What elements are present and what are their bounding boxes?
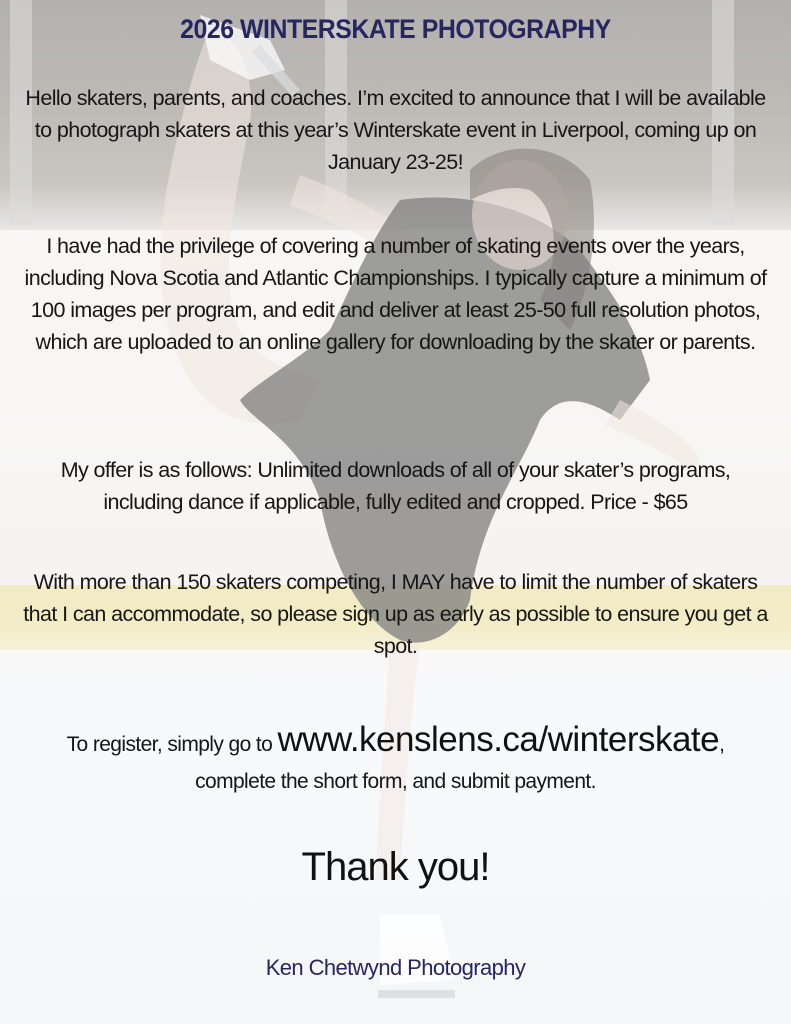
- flyer-title: 2026 WINTERSKATE PHOTOGRAPHY: [180, 14, 611, 44]
- register-suffix: ,: [719, 733, 725, 756]
- register-instructions: complete the short form, and submit payment.: [195, 770, 596, 793]
- register-url-link[interactable]: www.kenslens.ca/winterskate: [277, 720, 720, 759]
- intro-paragraph: Hello skaters, parents, and coaches. I’m excited to announce that I will be available to photograph skaters at this year’s Winterskate event in Liverpool, coming up on January 23-25!: [25, 86, 766, 174]
- limit-paragraph: With more than 150 skaters competing, I MAY have to limit the number of skaters that I can accommodate, so please sign up as early as possible to ensure you get a spot.: [23, 570, 768, 658]
- offer-paragraph: My offer is as follows: Unlimited downloads of all of your skater’s programs, including dance if applicable, fully edited and cropped. Price - $65: [60, 458, 731, 514]
- experience-paragraph: I have had the privilege of covering a number of skating events over the years, including Nova Scotia and Atlantic Championships. I typically capture a minimum of 100 images per program, and edit and deliver at least 25-50 full resolution photos, which are uploaded to an online gallery for downloading by the skater or parents.: [24, 234, 767, 354]
- photographer-signature: Ken Chetwynd Photography: [265, 955, 526, 980]
- register-line: [0, 722, 791, 763]
- register-prefix: To register, simply go to: [66, 733, 278, 756]
- thank-you-heading: Thank you!: [301, 845, 490, 889]
